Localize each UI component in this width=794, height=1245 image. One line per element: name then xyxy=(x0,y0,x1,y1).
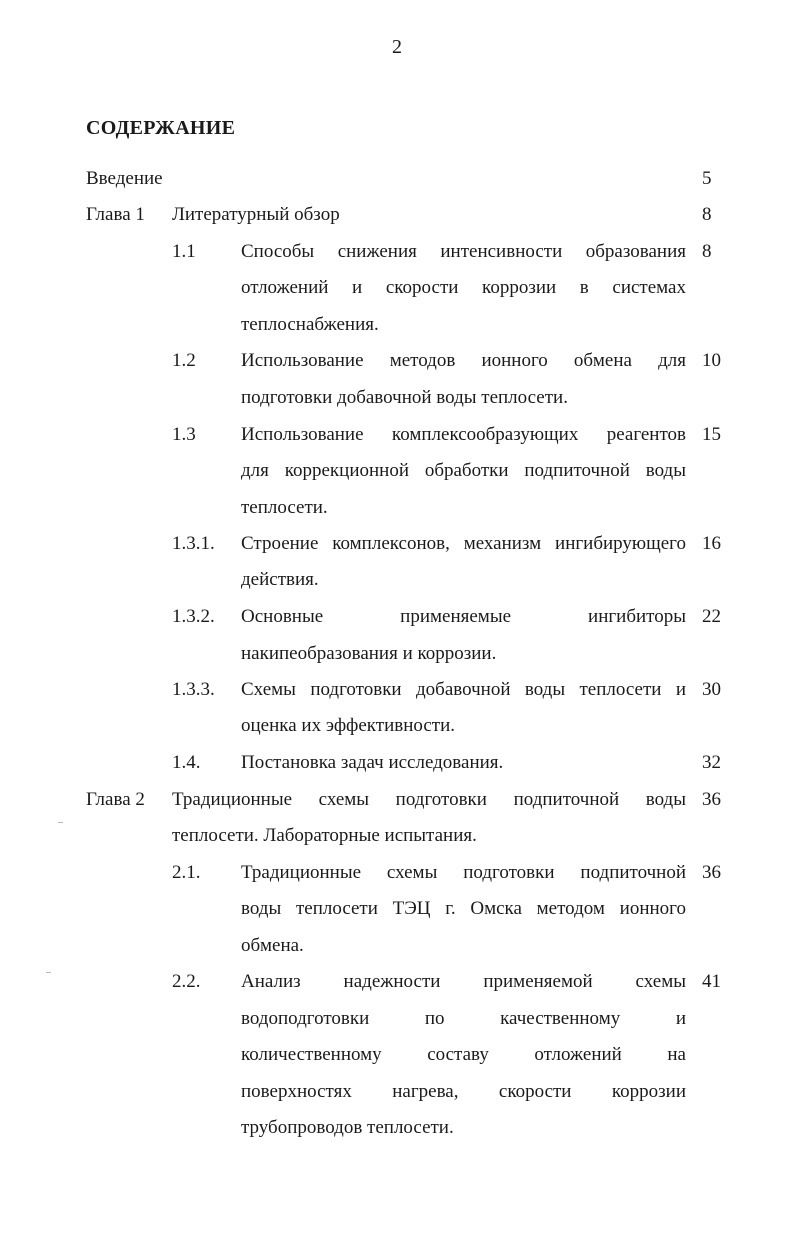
toc-page-number: 15 xyxy=(702,424,721,445)
section-title-line: Использование методов ионного обмена для xyxy=(241,350,686,371)
toc-page-number: 36 xyxy=(702,789,721,810)
toc-entry-chapter-1 xyxy=(0,200,794,230)
toc-page-number: 41 xyxy=(702,971,721,992)
section-number: 1.3.1. xyxy=(172,533,215,554)
toc-page-number: 8 xyxy=(702,204,712,225)
section-number: 1.4. xyxy=(172,752,201,773)
section-title-line: водоподготовки по качественному и xyxy=(241,1008,686,1029)
section-title-line: Постановка задач исследования. xyxy=(241,752,504,773)
section-title-line: поверхностях нагрева, скорости коррозии xyxy=(241,1081,686,1102)
page-number: 2 xyxy=(392,36,402,58)
section-title-line: Схемы подготовки добавочной воды теплосети и xyxy=(241,679,686,700)
chapter-title: Литературный обзор xyxy=(172,204,340,225)
toc-page-number: 8 xyxy=(702,241,712,262)
section-title-line: теплосети. xyxy=(241,497,328,518)
section-title-line: накипеобразования и коррозии. xyxy=(241,643,497,664)
section-title-line: оценка их эффективности. xyxy=(241,715,456,736)
section-title-line: Анализ надежности применяемой схемы xyxy=(241,971,686,992)
section-title-line: Традиционные схемы подготовки подпиточной xyxy=(241,862,686,883)
chapter-label: Глава 1 xyxy=(86,204,145,225)
section-number: 1.3.3. xyxy=(172,679,215,700)
scan-mark xyxy=(58,822,63,823)
toc-entry-intro xyxy=(0,164,794,194)
section-title-line: Основные применяемые ингибиторы xyxy=(241,606,686,627)
section-title-line: Способы снижения интенсивности образования xyxy=(241,241,686,262)
section-title-line: отложений и скорости коррозии в системах xyxy=(241,277,686,298)
chapter-title-line: теплосети. Лабораторные испытания. xyxy=(172,825,477,846)
toc-heading: СОДЕРЖАНИЕ xyxy=(86,117,236,139)
toc-page-number: 30 xyxy=(702,679,721,700)
section-number: 1.3.2. xyxy=(172,606,215,627)
section-number: 1.3 xyxy=(172,424,196,445)
toc-page-number: 10 xyxy=(702,350,721,371)
section-number: 2.2. xyxy=(172,971,201,992)
toc-page-number: 5 xyxy=(702,168,712,189)
section-title-line: воды теплосети ТЭЦ г. Омска методом ионного xyxy=(241,898,686,919)
toc-entry-label: Введение xyxy=(86,168,163,189)
toc-page-number: 32 xyxy=(702,752,721,773)
section-number: 2.1. xyxy=(172,862,201,883)
section-number: 1.2 xyxy=(172,350,196,371)
section-title-line: для коррекционной обработки подпиточной воды xyxy=(241,460,686,481)
section-title-line: трубопроводов теплосети. xyxy=(241,1117,454,1138)
section-title-line: обмена. xyxy=(241,935,304,956)
chapter-title-line: Традиционные схемы подготовки подпиточной воды xyxy=(172,789,686,810)
scan-mark xyxy=(46,972,51,973)
section-title-line: теплоснабжения. xyxy=(241,314,379,335)
section-title-line: Строение комплексонов, механизм ингибирующего xyxy=(241,533,686,554)
section-title-line: количественному составу отложений на xyxy=(241,1044,686,1065)
toc-page-number: 16 xyxy=(702,533,721,554)
chapter-label: Глава 2 xyxy=(86,789,145,810)
section-title-line: Использование комплексообразующих реагентов xyxy=(241,424,686,445)
toc-page-number: 36 xyxy=(702,862,721,883)
section-title-line: действия. xyxy=(241,569,319,590)
section-title-line: подготовки добавочной воды теплосети. xyxy=(241,387,568,408)
section-number: 1.1 xyxy=(172,241,196,262)
toc-page-number: 22 xyxy=(702,606,721,627)
